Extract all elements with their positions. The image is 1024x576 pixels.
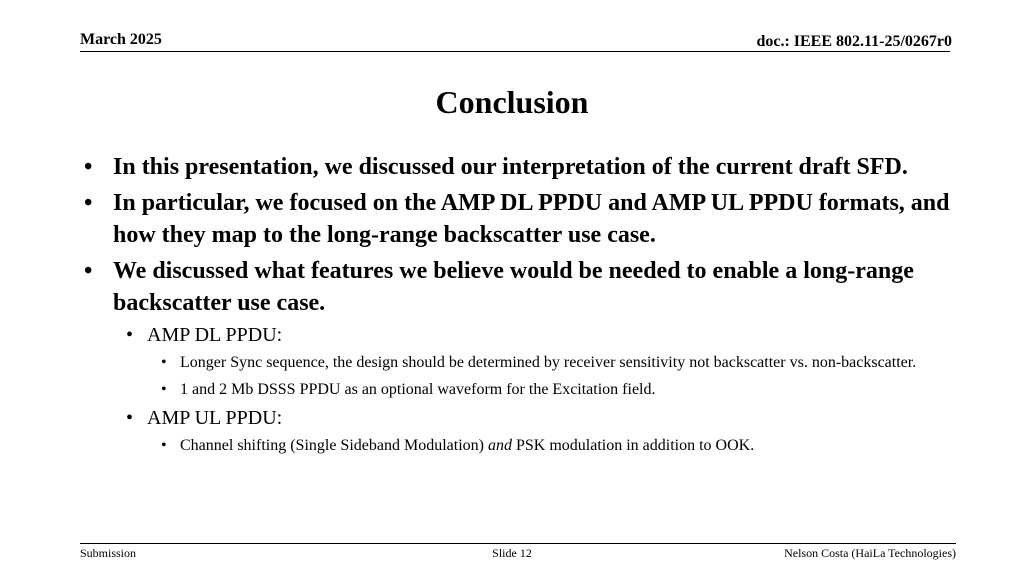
header-doc-id: doc.: IEEE 802.11-25/0267r0 [756, 33, 952, 50]
bullet-text: In particular, we focused on the AMP DL PPDU and AMP UL PPDU formats, and how they map to the long-range backscatter use case. [113, 190, 950, 248]
header-date: March 2025 [80, 31, 162, 48]
bullet-text: In this presentation, we discussed our interpretation of the current draft SFD. [113, 154, 908, 180]
slide-title: Conclusion [435, 84, 589, 120]
bullet-glyph: • [161, 437, 167, 454]
bullet-item [84, 151, 954, 183]
footer-submission: Submission [80, 546, 137, 560]
sub-bullet-text: AMP UL PPDU: [147, 407, 283, 429]
sub-sub-bullet-item [161, 435, 954, 457]
bullet-glyph: • [126, 407, 134, 429]
footer-author: Nelson Costa (HaiLa Technologies) [784, 546, 956, 560]
footer-slide-number: Slide 12 [492, 546, 532, 560]
sub-sub-bullet-text: 1 and 2 Mb DSSS PPDU as an optional waveform for the Excitation field. [180, 381, 656, 398]
sub-sub-bullet-text-before: Channel shifting (Single Sideband Modulation) [180, 437, 488, 454]
bullet-item [84, 187, 954, 251]
bullet-glyph: • [126, 324, 134, 346]
header-rule [80, 51, 950, 52]
bullet-glyph: • [161, 354, 167, 371]
bullet-glyph: • [84, 258, 93, 284]
bullet-glyph: • [84, 190, 93, 216]
bullet-item [84, 255, 954, 319]
bullet-glyph: • [161, 381, 167, 398]
sub-sub-bullet-text-italic: and [487, 437, 512, 454]
bullet-glyph: • [84, 154, 93, 180]
sub-sub-bullet-text: Longer Sync sequence, the design should be determined by receiver sensitivity not backscatter vs. non-backscatter. [180, 354, 917, 371]
sub-bullet-text: AMP DL PPDU: [147, 324, 283, 346]
sub-sub-bullet-item [161, 379, 954, 401]
bullet-text: We discussed what features we believe would be needed to enable a long-range backscatter use case. [113, 258, 914, 316]
sub-bullet-item [126, 323, 954, 347]
sub-bullet-item [126, 406, 954, 430]
sub-sub-bullet-text-after: PSK modulation in addition to OOK. [511, 437, 755, 454]
slide-content [84, 151, 954, 462]
sub-sub-bullet-item [161, 352, 954, 374]
footer-rule [80, 543, 956, 544]
